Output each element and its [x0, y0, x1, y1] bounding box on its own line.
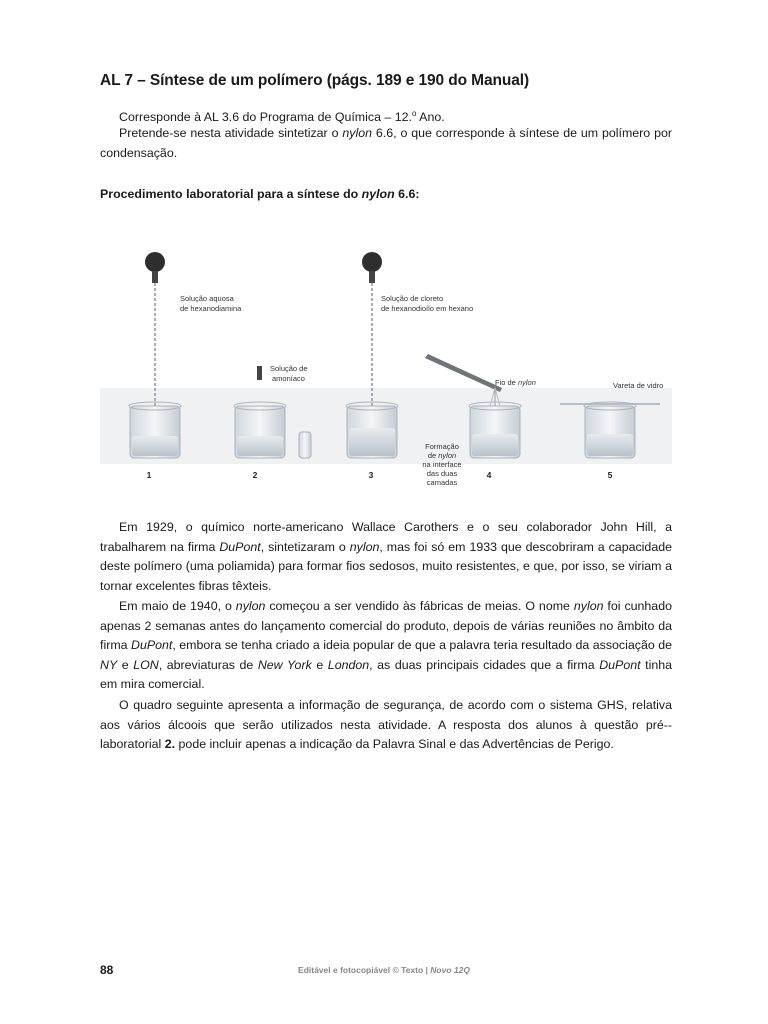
procedure-heading: Procedimento laboratorial para a síntese do nylon 6.6: [100, 187, 420, 201]
nylon-synthesis-illustration [100, 238, 672, 496]
svg-text:camadas: camadas [426, 478, 458, 487]
paragraph-name-origin: Em maio de 1940, o nylon começou a ser vendido às fábricas de meias. O nome nylon foi cunhado apenas 2 semanas antes do lançamento comercial do produto, depois de várias reuniões no âmbito da firma DuPont, embora se tenha criado a ideia popular de que a palavra teria resultado da associação de NY e LON, abreviaturas de New York e London, as duas principais cidades que a firma DuPont tinha em mira comercial. [100, 599, 672, 692]
label-fio-de-nylon: Fio de nylon [495, 378, 536, 387]
svg-text:de nylon: de nylon [427, 451, 457, 460]
pipette-bulb-icon [145, 252, 165, 272]
page-title: AL 7 – Síntese de um polímero (págs. 189 e 190 do Manual) [100, 72, 530, 89]
label-solucao-aquosa: Solução aquosa [180, 294, 234, 303]
footer: Editável e fotocopiável © Texto | Novo 12Q [298, 965, 470, 975]
label-vareta-de-vidro: Vareta de vidro [613, 381, 664, 390]
beaker-3 [346, 252, 398, 458]
page-number: 88 [100, 963, 114, 977]
label-solucao-de: Solução de [270, 364, 308, 373]
ammonia-bottle [299, 432, 311, 458]
procedure-figure [100, 238, 672, 496]
step-number-5: 5 [607, 470, 613, 480]
step-number-3: 3 [368, 470, 374, 480]
step-number-2: 2 [252, 470, 258, 480]
label-hexanodiamina: de hexanodiamina [180, 304, 242, 313]
step-number-1: 1 [146, 470, 152, 480]
svg-text:Formação: Formação [425, 442, 459, 451]
intro-line-2: Pretende-se nesta atividade sintetizar o nylon 6.6, o que corresponde à síntese de um polímero por condensação. [100, 126, 672, 160]
label-hexanodioilo: de hexanodioílo em hexano [381, 304, 474, 313]
paragraph-history: Em 1929, o químico norte-americano Wallace Carothers e o seu colaborador John Hill, a trabalharem na firma DuPont, sintetizaram o nylon, mas foi só em 1933 que descobriram a capacidade deste polímero (uma poliamida) para formar fios sedosos, muito resistentes, e que, por isso, se viriam a tornar excelentes fibras têxteis. [100, 520, 672, 593]
svg-text:das duas: das duas [426, 469, 458, 478]
label-solucao-cloreto: Solução de cloreto [381, 294, 444, 303]
paragraph-safety: O quadro seguinte apresenta a informação de segurança, de acordo com o sistema GHS, relativa aos vários álcoois que serão utilizados nesta atividade. A resposta dos alunos à questão pré--laboratorial 2. pode incluir apenas a indicação da Palavra Sinal e das Advertências de Perigo. [100, 698, 672, 752]
label-formacao [422, 442, 461, 487]
tweezers-icon [425, 354, 502, 392]
step-number-4: 4 [486, 470, 492, 480]
label-amoniaco: amoníaco [272, 374, 305, 383]
intro-line-1: Corresponde à AL 3.6 do Programa de Química – 12.$^o$ Ano. [119, 109, 445, 125]
beaker-1 [129, 252, 181, 458]
dropper-icon [257, 366, 262, 380]
svg-text:na interface: na interface [422, 460, 462, 469]
pipette-bulb-icon [362, 252, 382, 272]
